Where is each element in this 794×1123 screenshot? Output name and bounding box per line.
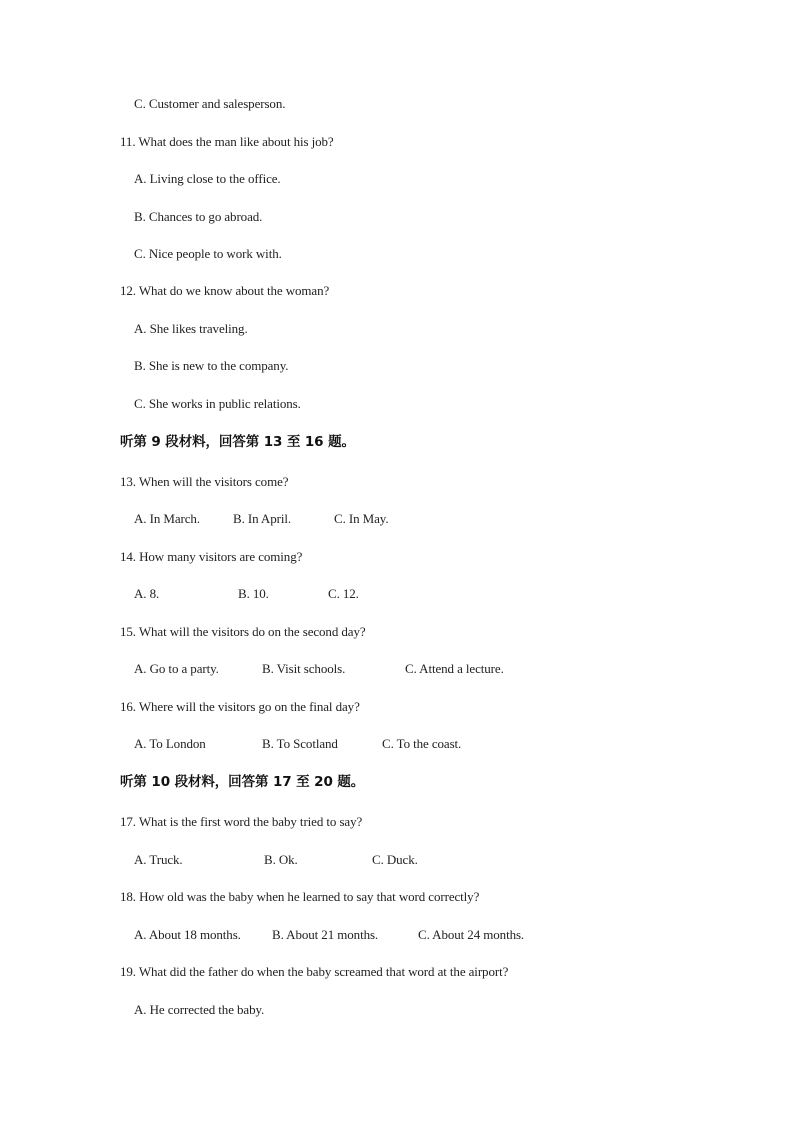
option-15c: C. Attend a lecture. xyxy=(405,661,504,676)
section-heading-10: 听第 10 段材料，回答第 17 至 20 题。 xyxy=(120,774,365,790)
option-17c: C. Duck. xyxy=(372,852,418,867)
question-13: 13. When will the visitors come? xyxy=(120,474,289,489)
question-11: 11. What does the man like about his job? xyxy=(120,134,334,149)
option-14b: B. 10. xyxy=(238,586,269,601)
option-13c: C. In May. xyxy=(334,511,389,526)
option-19a: A. He corrected the baby. xyxy=(134,1002,265,1017)
option-16b: B. To Scotland xyxy=(262,736,338,751)
question-14: 14. How many visitors are coming? xyxy=(120,549,303,564)
option-14c: C. 12. xyxy=(328,586,359,601)
question-19: 19. What did the father do when the baby screamed that word at the airport? xyxy=(120,964,509,979)
option-12b: B. She is new to the company. xyxy=(134,358,289,373)
option-10c: C. Customer and salesperson. xyxy=(134,96,286,111)
option-12c: C. She works in public relations. xyxy=(134,396,301,411)
option-16a: A. To London xyxy=(134,736,206,751)
option-13b: B. In April. xyxy=(233,511,292,526)
option-11c: C. Nice people to work with. xyxy=(134,246,282,261)
option-15a: A. Go to a party. xyxy=(134,661,219,676)
option-16c: C. To the coast. xyxy=(382,736,462,751)
option-13a: A. In March. xyxy=(134,511,200,526)
section-heading-9: 听第 9 段材料，回答第 13 至 16 题。 xyxy=(120,434,355,450)
option-18b: B. About 21 months. xyxy=(272,927,379,942)
question-17: 17. What is the first word the baby tried to say? xyxy=(120,814,363,829)
option-18c: C. About 24 months. xyxy=(418,927,525,942)
option-14a: A. 8. xyxy=(134,586,160,601)
option-17b: B. Ok. xyxy=(264,852,298,867)
option-17a: A. Truck. xyxy=(134,852,183,867)
question-12: 12. What do we know about the woman? xyxy=(120,283,330,298)
option-12a: A. She likes traveling. xyxy=(134,321,248,336)
option-11b: B. Chances to go abroad. xyxy=(134,209,263,224)
option-11a: A. Living close to the office. xyxy=(134,171,281,186)
question-16: 16. Where will the visitors go on the final day? xyxy=(120,699,360,714)
option-15b: B. Visit schools. xyxy=(262,661,346,676)
question-15: 15. What will the visitors do on the second day? xyxy=(120,624,366,639)
option-18a: A. About 18 months. xyxy=(134,927,241,942)
question-18: 18. How old was the baby when he learned to say that word correctly? xyxy=(120,889,480,904)
